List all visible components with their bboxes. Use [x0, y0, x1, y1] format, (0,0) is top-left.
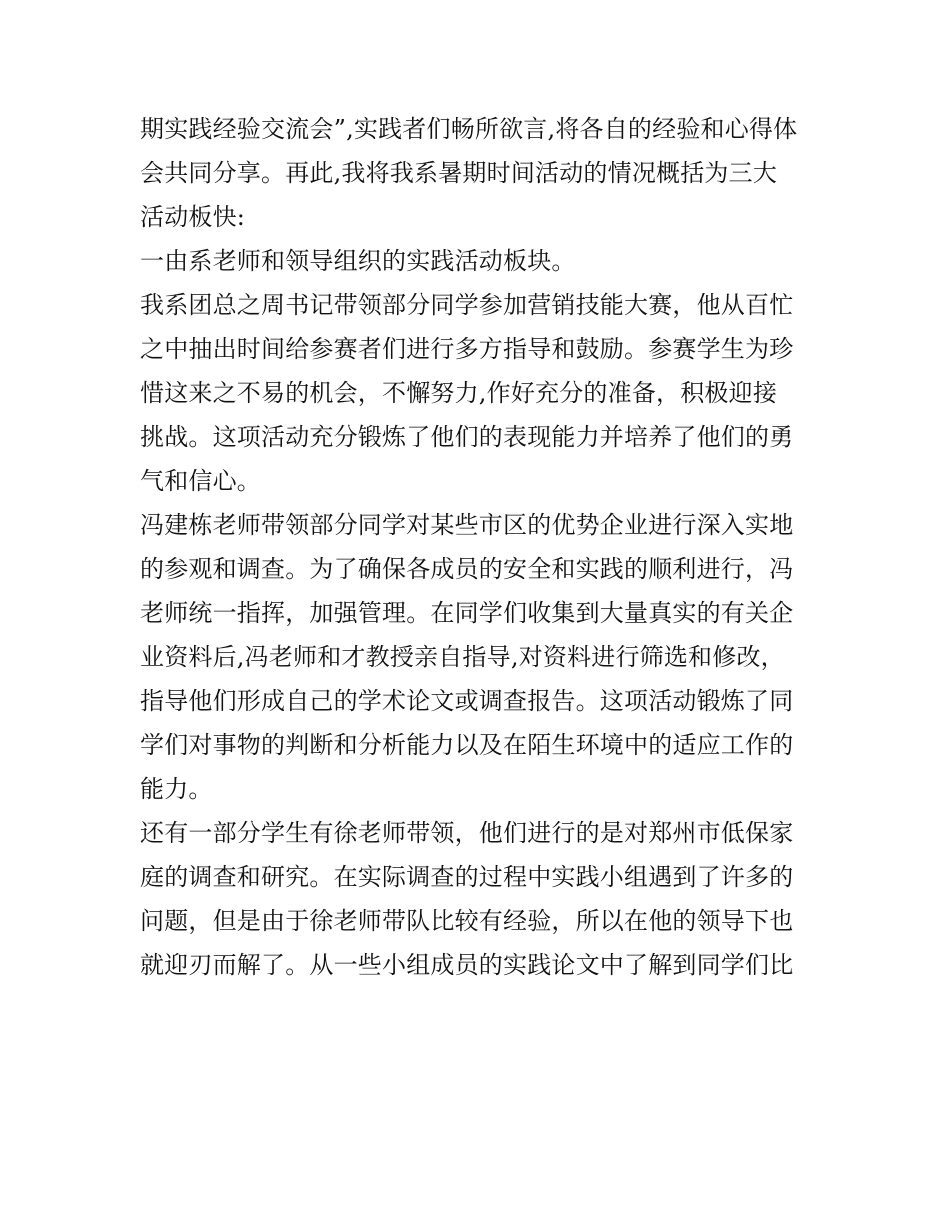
text-line: 问题，但是由于徐老师带队比较有经验，所以在他的领导下也	[140, 907, 794, 935]
text-line: 惜这来之不易的机会，不懈努力,作好充分的准备，积极迎接	[140, 379, 778, 407]
text-line: 活动板快:	[140, 203, 246, 231]
text-line: 之中抽出时间给参赛者们进行多方指导和鼓励。参赛学生为珍	[140, 335, 794, 363]
body-text	[140, 107, 820, 987]
text-line: 我系团总之周书记带领部分同学参加营销技能大赛，他从百忙	[140, 291, 794, 319]
text-line: 学们对事物的判断和分析能力以及在陌生环境中的适应工作的	[140, 731, 794, 759]
text-line: 的参观和调查。为了确保各成员的安全和实践的顺利进行，冯	[140, 555, 794, 583]
section-heading: 一由系老师和领导组织的实践活动板块。	[140, 247, 576, 275]
text-line: 挑战。这项活动充分锻炼了他们的表现能力并培养了他们的勇	[140, 423, 794, 451]
text-line: 期实践经验交流会”,实践者们畅所欲言,将各自的经验和心得体	[140, 115, 798, 143]
text-line: 能力。	[140, 775, 213, 803]
text-line: 庭的调查和研究。在实际调查的过程中实践小组遇到了许多的	[140, 863, 794, 891]
text-line: 冯建栋老师带领部分同学对某些市区的优势企业进行深入实地	[140, 511, 794, 539]
text-line: 业资料后,冯老师和才教授亲自指导,对资料进行筛选和修改，	[140, 643, 785, 671]
text-line: 气和信心。	[140, 467, 261, 495]
text-line: 老师统一指挥，加强管理。在同学们收集到大量真实的有关企	[140, 599, 794, 627]
text-line: 会共同分享。再此,我将我系暑期时间活动的情况概括为三大	[140, 159, 778, 187]
text-line: 还有一部分学生有徐老师带领，他们进行的是对郑州市低保家	[140, 819, 794, 847]
text-line: 就迎刃而解了。从一些小组成员的实践论文中了解到同学们比	[140, 951, 794, 979]
text-line: 指导他们形成自己的学术论文或调查报告。这项活动锻炼了同	[140, 687, 794, 715]
